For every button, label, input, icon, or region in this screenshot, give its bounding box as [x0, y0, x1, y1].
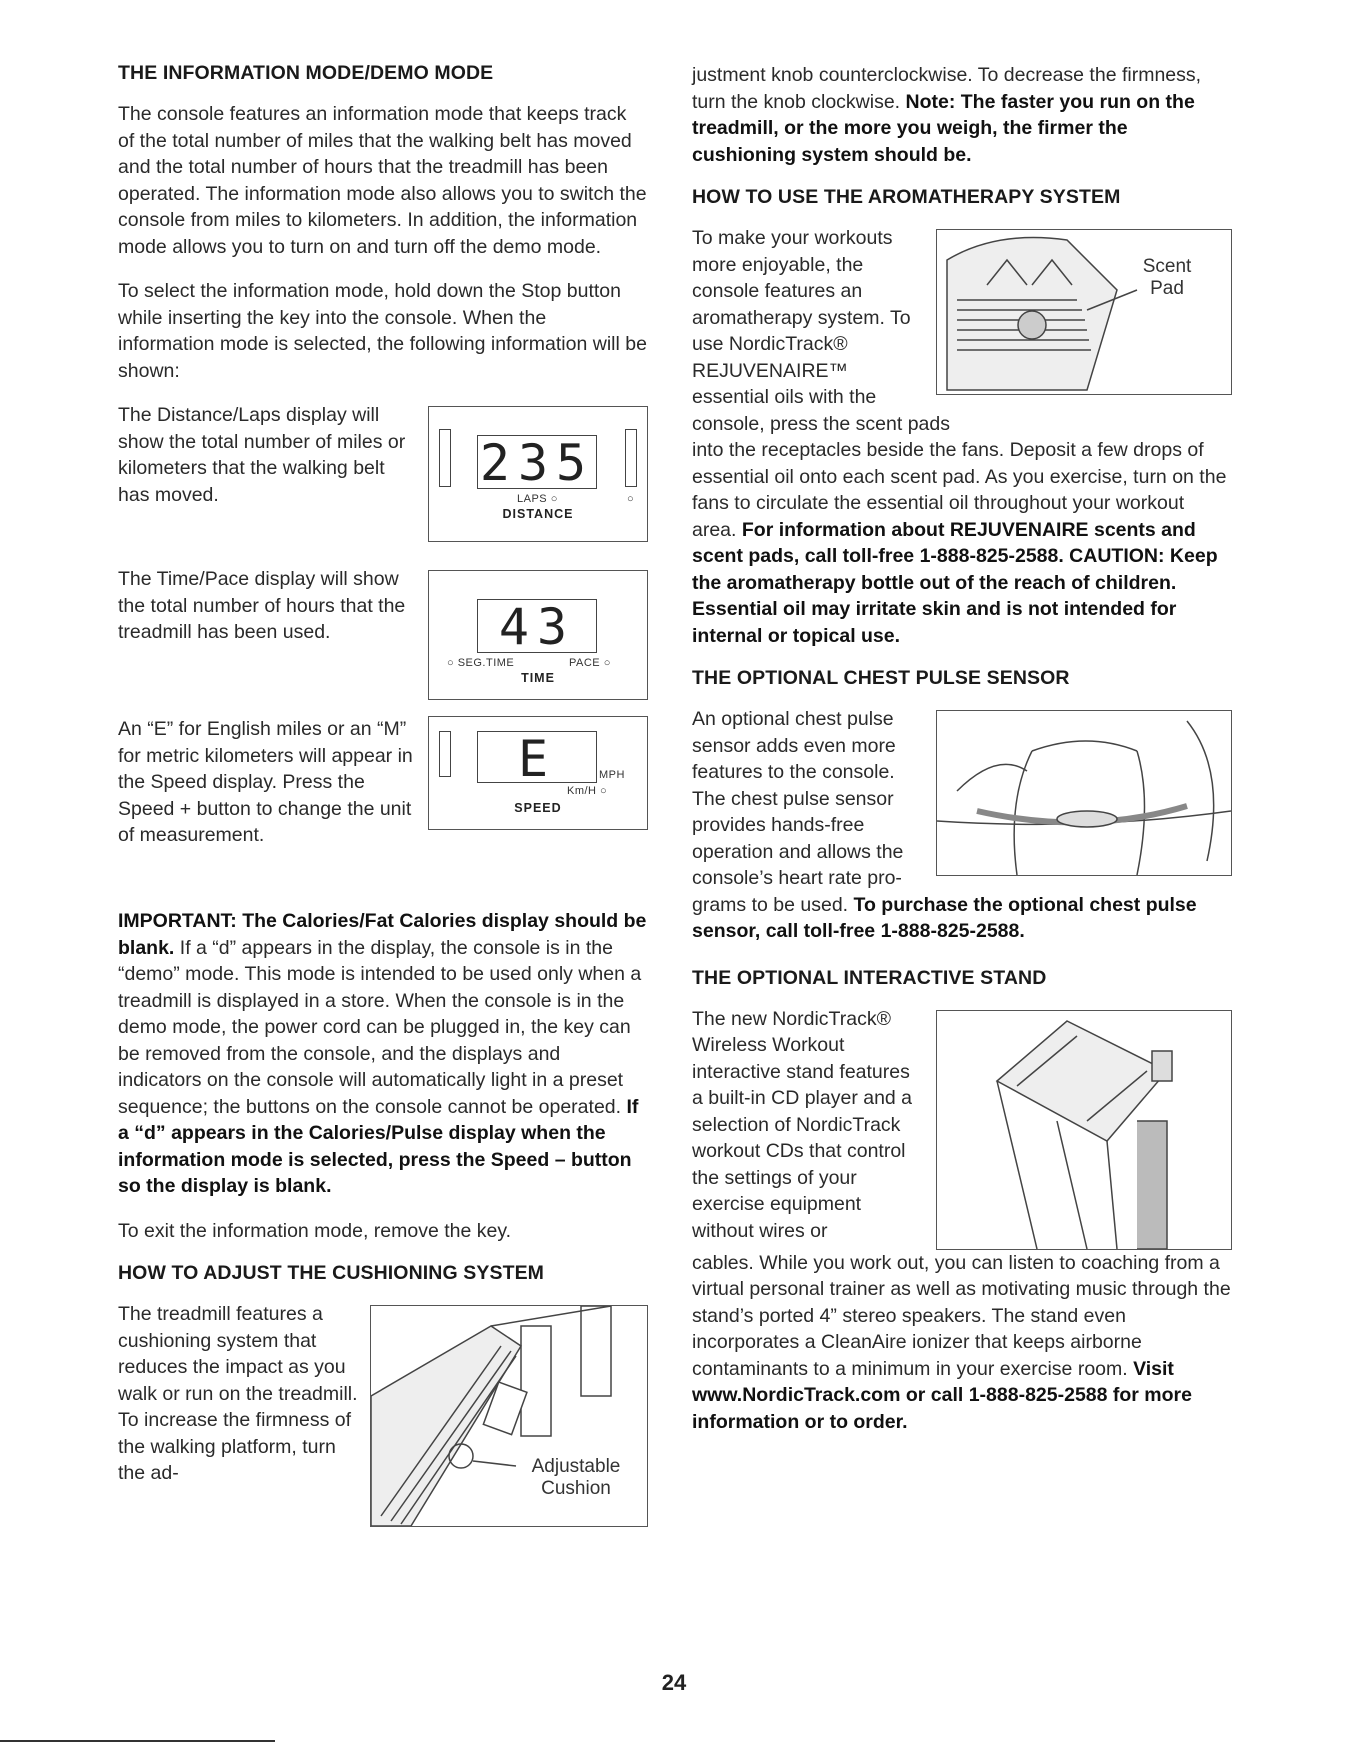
- paragraph-info-2: To select the information mode, hold down the Stop button while inserting the key into the console. When the information mode is selected, the following information will be shown:: [118, 280, 647, 382]
- seg-time-indicator: ○ SEG.TIME: [447, 657, 515, 669]
- speed-section: [118, 716, 648, 894]
- distance-caption: DISTANCE: [502, 507, 574, 521]
- speed-caption: SPEED: [514, 801, 562, 815]
- laps-indicator: LAPS ○: [517, 493, 558, 505]
- time-screen: [477, 598, 597, 656]
- distance-section: [118, 402, 648, 552]
- aroma-section: [692, 225, 1232, 437]
- time-digits: 43: [498, 598, 576, 656]
- mph-indicator: MPH: [599, 769, 625, 781]
- right-column: [692, 62, 1232, 1453]
- left-column: [118, 62, 648, 1555]
- distance-indicator-dot: ○: [627, 493, 635, 505]
- paragraph-speed: An “E” for English miles or an “M” for metric kilometers will appear in the Speed display. Press the Speed + button to change the unit of measurement.: [118, 718, 413, 846]
- speed-digits: E: [517, 730, 557, 788]
- time-caption: TIME: [521, 671, 555, 685]
- distance-display-figure: [428, 406, 648, 542]
- paragraph-aroma-1: To make your workouts more enjoyable, the console features an aromatherapy system. To use NordicTrack® REJUVENAIRE™ essential oils with the console, press the scent pads: [692, 227, 950, 435]
- stand-figure: [936, 1010, 1232, 1250]
- time-section: [118, 566, 648, 702]
- distance-digits: 235: [479, 434, 595, 492]
- paragraph-stand-1: The new NordicTrack® Wireless Workout interactive stand features a built-in CD player and a selection of NordicTrack workout CDs that control the settings of your exercise equipment without wires or: [692, 1007, 913, 1242]
- adjustable-cushion-label: Adjustable Cushion: [531, 1456, 621, 1499]
- lcd-right-bar: [625, 429, 637, 487]
- heading-information-mode: THE INFORMATION MODE/DEMO MODE: [118, 62, 494, 84]
- time-display-figure: [428, 570, 648, 700]
- paragraph-chest-1: An optional chest pulse sensor adds even more features to the console. The chest pulse sensor provides hands-free operation and allows the console’s heart rate pro-: [692, 708, 904, 889]
- paragraph-chest-2: grams to be used. To purchase the optional chest pulse sensor, call toll-free 1-888-825-2588.: [692, 893, 1197, 942]
- heading-aromatherapy: HOW TO USE THE AROMATHERAPY SYSTEM: [692, 186, 1121, 208]
- chest-strap-illustration: [937, 711, 1231, 875]
- heading-chest-pulse: THE OPTIONAL CHEST PULSE SENSOR: [692, 667, 1070, 689]
- paragraph-stand-2: cables. While you work out, you can listen to coaching from a virtual personal trainer as well as motivating music through the stand’s ported 4” stereo speakers. The stand even incorporates a CleanAire ionizer that keeps airborne contaminants to a minimum in your exercise room. Visit www.NordicTrack.com or call 1-888-825-2588 for more information or to order.: [692, 1251, 1231, 1433]
- pace-indicator: PACE ○: [569, 657, 611, 669]
- cushion-figure: [370, 1305, 648, 1527]
- chest-sensor-figure: [936, 710, 1232, 876]
- page-number: 24: [661, 1670, 687, 1695]
- paragraph-cushion-continued: justment knob counterclockwise. To decrease the firmness, turn the knob clockwise. Note: The faster you run on the treadmill, or the more you weigh, the firmer the cushioning system should be.: [692, 64, 1202, 166]
- paragraph-time: The Time/Pace display will show the total number of hours that the treadmill has been used.: [118, 568, 406, 643]
- paragraph-exit: To exit the information mode, remove the key.: [118, 1219, 512, 1242]
- scent-pad-label: Scent Pad: [1142, 256, 1192, 299]
- footer-rule: [0, 1740, 275, 1742]
- paragraph-distance: The Distance/Laps display will show the total number of miles or kilometers that the walking belt has moved.: [118, 404, 406, 506]
- scent-pad-figure: [936, 229, 1232, 395]
- paragraph-cushion: The treadmill features a cushioning system that reduces the impact as you walk or run on the treadmill. To increase the firmness of the walking platform, turn the ad-: [118, 1303, 358, 1484]
- paragraph-important: IMPORTANT: The Calories/Fat Calories display should be blank. If a “d” appears in the display, the console is in the “demo” mode. This mode is intended to be used only when a treadmill is displayed in a store. When the console is in the demo mode, the power cord can be plugged in, the key can be removed from the console, and the displays and indicators on the console will automatically light in a preset sequence; the buttons on the console cannot be operated. If a “d” appears in the Calories/Pulse display when the information mode is selected, press the Speed – button so the display is blank.: [118, 910, 647, 1197]
- paragraph-info-1: The console features an information mode that keeps track of the total number of miles that the walking belt has moved and the total number of hours that the treadmill has been operated. The information mode also allows you to switch the console from miles to kilometers. In addition, the information mode allows you to turn on and turn off the demo mode.: [118, 103, 647, 258]
- speed-left-bar: [439, 731, 451, 777]
- distance-screen: [477, 434, 597, 492]
- paragraph-aroma-2: into the receptacles beside the fans. Deposit a few drops of essential oil onto each scent pad. As you exercise, turn on the fans to circulate the essential oil throughout your workout area. For information about REJUVENAIRE scents and scent pads, call toll-free 1-888-825-2588. CAUTION: Keep the aromatherapy bottle out of the reach of children. Essential oil may irritate skin and is not intended for internal or topical use.: [692, 439, 1227, 647]
- interactive-stand-illustration: [937, 1011, 1231, 1249]
- console-scent-illustration: [937, 230, 1231, 394]
- speed-screen: [477, 730, 597, 788]
- chest-section: [692, 706, 1232, 892]
- stand-section: [692, 1006, 1232, 1250]
- speed-display-figure: [428, 716, 648, 830]
- cushion-section: [118, 1301, 648, 1541]
- kmh-indicator: Km/H ○: [567, 785, 608, 797]
- heading-cushioning: HOW TO ADJUST THE CUSHIONING SYSTEM: [118, 1262, 545, 1284]
- lcd-left-bar: [439, 429, 451, 487]
- heading-interactive-stand: THE OPTIONAL INTERACTIVE STAND: [692, 966, 1047, 989]
